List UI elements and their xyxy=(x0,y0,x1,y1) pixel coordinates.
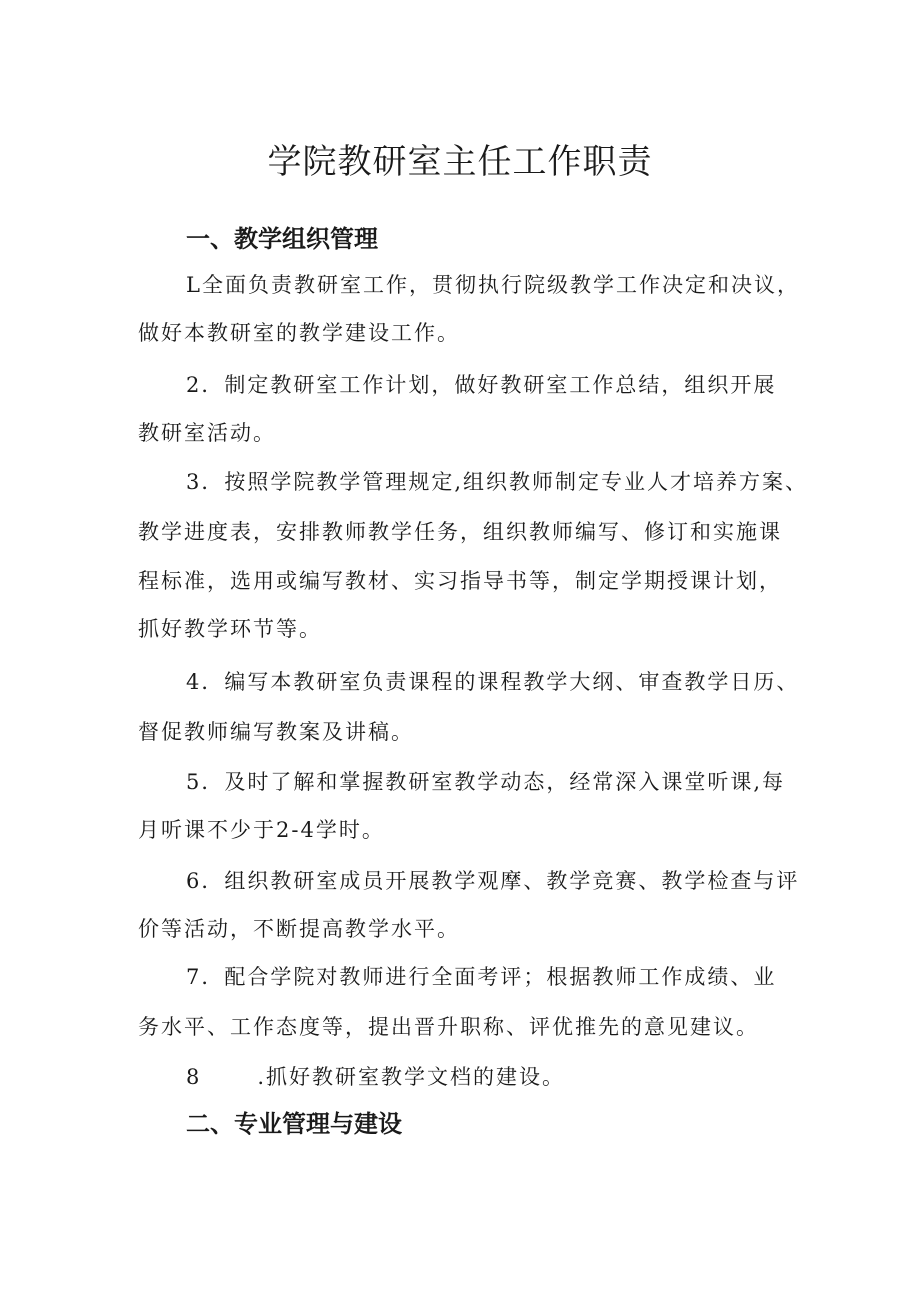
item-6-line-1: 6．组织教研室成员开展教学观摩、教学竞赛、教学检查与评 xyxy=(186,869,800,893)
item-8-line xyxy=(186,1062,565,1092)
item-3-line-2: 教学进度表，安排教师教学任务，组织教师编写、修订和实施课 xyxy=(138,520,782,544)
section-heading-program-management: 二、专业管理与建设 xyxy=(186,1110,402,1138)
item-6-line-2: 价等活动，不断提高教学水平。 xyxy=(138,917,460,941)
item-7-line-1: 7．配合学院对教师进行全面考评；根据教师工作成绩、业 xyxy=(186,965,777,989)
item-5-line-1: 5．及时了解和掌握教研室教学动态，经常深入课堂听课,每 xyxy=(186,770,786,794)
item-5-line-2: 月听课不少于2-4学时。 xyxy=(138,818,385,842)
item-2-line-1: 2．制定教研室工作计划，做好教研室工作总结，组织开展 xyxy=(186,373,777,397)
item-8-number: 8 xyxy=(186,1065,202,1089)
page-title: 学院教研室主任工作职责 xyxy=(267,142,653,182)
item-2-line-2: 教研室活动。 xyxy=(138,421,276,445)
item-8-text: .抓好教研室教学文档的建设。 xyxy=(257,1065,566,1089)
section-heading-teaching-organization: 一、教学组织管理 xyxy=(186,225,378,253)
item-4-line-1: 4．编写本教研室负责课程的课程教学大纲、审查教学日历、 xyxy=(186,670,800,694)
item-7-line-2: 务水平、工作态度等，提出晋升职称、评优推先的意见建议。 xyxy=(138,1015,759,1039)
item-1-line-2: 做好本教研室的教学建设工作。 xyxy=(138,321,460,345)
item-3-line-3: 程标准，选用或编写教材、实习指导书等，制定学期授课计划， xyxy=(138,569,782,593)
item-1-line-1: L全面负责教研室工作，贯彻执行院级教学工作决定和决议， xyxy=(186,273,800,297)
item-3-line-4: 抓好教学环节等。 xyxy=(138,617,322,641)
item-3-line-1: 3．按照学院教学管理规定,组织教师制定专业人才培养方案、 xyxy=(186,470,809,494)
item-4-line-2: 督促教师编写教案及讲稿。 xyxy=(138,720,414,744)
